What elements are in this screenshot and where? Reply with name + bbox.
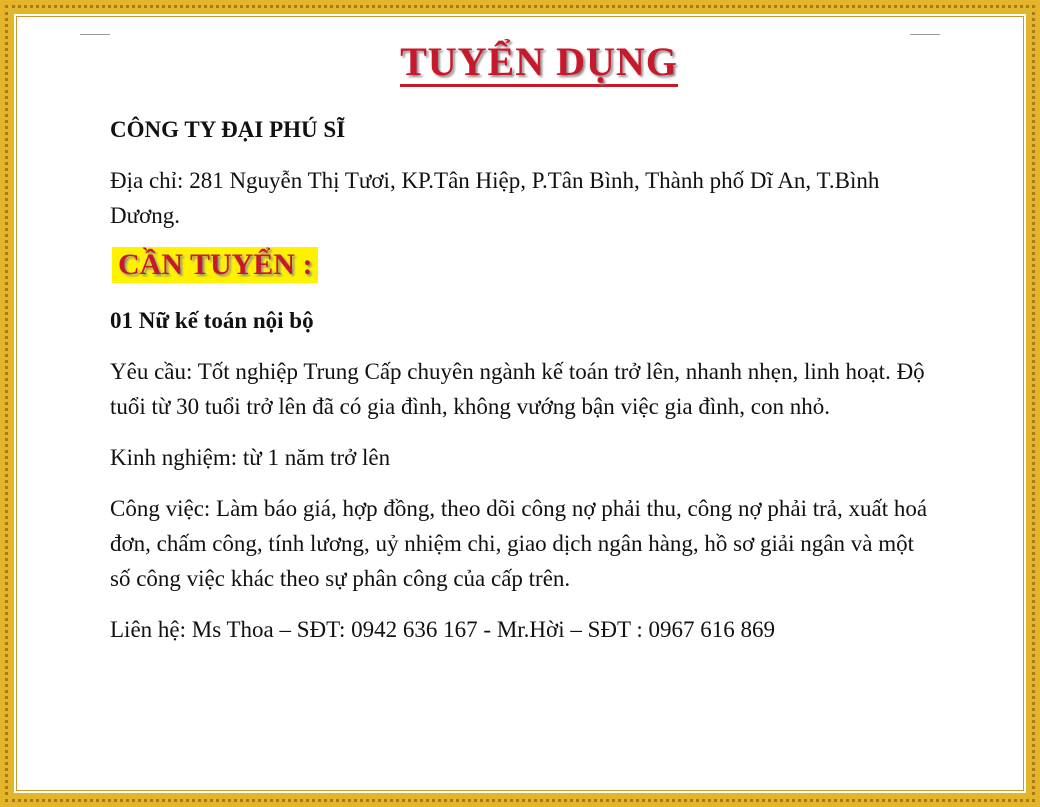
- requirements-text: Yêu cầu: Tốt nghiệp Trung Cấp chuyên ngành kế toán trở lên, nhanh nhẹn, linh hoạt. Độ tuổi từ 30 tuổi trở lên đã có gia đình, không vướng bận việc gia đình, con nhỏ.: [110, 359, 925, 419]
- page-title: TUYỂN DỤNG: [400, 40, 678, 87]
- experience-text: Kinh nghiệm: từ 1 năm trở lên: [110, 445, 391, 470]
- job-posting-document: [110, 40, 930, 647]
- contact-text: Liên hệ: Ms Thoa – SĐT: 0942 636 167 - Mr.Hời – SĐT : 0967 616 869: [110, 617, 776, 642]
- company-address: Địa chỉ: 281 Nguyễn Thị Tươi, KP.Tân Hiệp, P.Tân Bình, Thành phố Dĩ An, T.Bình Dương.: [110, 168, 880, 228]
- hiring-heading-row: [112, 247, 930, 291]
- margin-mark-right: [910, 34, 940, 35]
- duties-text: Công việc: Làm báo giá, hợp đồng, theo dõi công nợ phải thu, công nợ phải trả, xuất hoá đơn, chấm công, tính lương, uỷ nhiệm chi, giao dịch ngân hàng, hồ sơ giải ngân và một số công việc khác theo sự phân công của cấp trên.: [110, 496, 928, 591]
- margin-mark-left: [80, 34, 110, 35]
- title-row: [148, 40, 930, 96]
- company-name: CÔNG TY ĐẠI PHÚ SĨ: [110, 117, 346, 142]
- hiring-heading: CẦN TUYỂN :: [112, 247, 318, 283]
- position-title: 01 Nữ kế toán nội bộ: [110, 308, 314, 333]
